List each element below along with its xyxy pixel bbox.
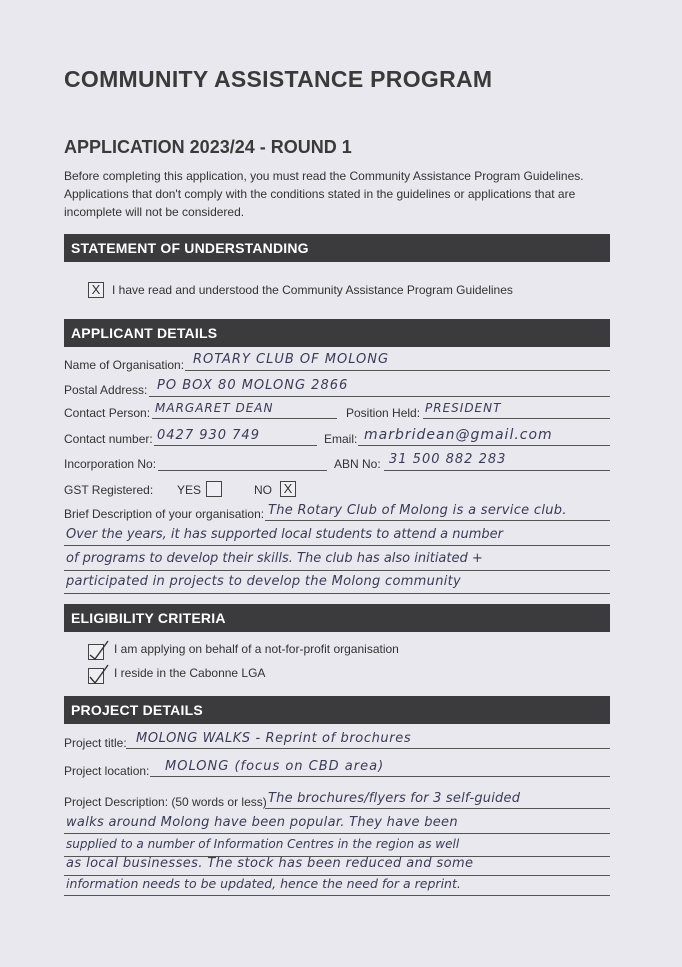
project-description-line-5 [64, 895, 610, 896]
contact-person-field-line [152, 418, 337, 419]
email-field-line [358, 445, 610, 446]
project-description-text-4[interactable]: as local businesses. The stock has been reduced and some [66, 856, 474, 871]
check-icon [89, 663, 109, 685]
postal-address-label: Postal Address: [64, 383, 148, 397]
eligibility-heading: ELIGIBILITY CRITERIA [64, 604, 610, 632]
gst-no-checkbox[interactable]: X [280, 481, 296, 497]
org-name-label: Name of Organisation: [64, 358, 185, 372]
gst-yes-checkbox[interactable] [206, 481, 222, 497]
org-description-line-2 [64, 545, 610, 546]
org-description-text-4[interactable]: participated in projects to develop the Molong community [66, 574, 462, 589]
org-description-text-1[interactable]: The Rotary Club of Molong is a service club. [268, 503, 567, 518]
contact-person-label: Contact Person: [64, 406, 151, 420]
project-location-label: Project location: [64, 764, 150, 778]
abn-value[interactable]: 31 500 882 283 [389, 452, 507, 467]
project-location-value[interactable]: MOLONG (focus on CBD area) [165, 759, 385, 774]
not-for-profit-label: I am applying on behalf of a not-for-profit organisation [114, 642, 399, 656]
org-description-line-1 [265, 520, 610, 521]
project-title-label: Project title: [64, 736, 127, 750]
check-icon [89, 639, 109, 661]
org-name-field-line [185, 370, 610, 371]
gst-yes-label: YES [177, 483, 202, 497]
org-description-text-2[interactable]: Over the years, it has supported local students to attend a number [66, 527, 503, 542]
statement-heading: STATEMENT OF UNDERSTANDING [64, 234, 610, 262]
gst-label: GST Registered: [64, 483, 154, 497]
project-heading: PROJECT DETAILS [64, 696, 610, 724]
project-description-text-1[interactable]: The brochures/flyers for 3 self-guided [268, 791, 521, 806]
org-name-value[interactable]: ROTARY CLUB OF MOLONG [193, 352, 390, 367]
contact-person-value[interactable]: MARGARET DEAN [155, 401, 274, 415]
abn-label: ABN No: [334, 457, 381, 471]
gst-no-label: NO [254, 483, 272, 497]
contact-number-value[interactable]: 0427 930 749 [157, 428, 260, 443]
org-description-line-4 [64, 593, 610, 594]
org-description-label: Brief Description of your organisation: [64, 507, 265, 521]
cabonne-resident-label: I reside in the Cabonne LGA [114, 666, 266, 680]
project-description-text-5[interactable]: information needs to be updated, hence the need for a reprint. [66, 876, 461, 891]
application-subtitle: APPLICATION 2023/24 - ROUND 1 [64, 137, 352, 157]
position-held-value[interactable]: PRESIDENT [425, 401, 502, 415]
abn-field-line [384, 470, 610, 471]
incorporation-label: Incorporation No: [64, 457, 157, 471]
project-description-label: Project Description: (50 words or less) [64, 795, 267, 809]
intro-paragraph: Before completing this application, you must read the Community Assistance Program Guidelines. Applications that don't comply with the conditions stated in the guidelines or applications that are incomplete will not be considered. [64, 169, 584, 219]
project-description-line-1 [265, 808, 610, 809]
position-held-label: Position Held: [346, 406, 421, 420]
incorporation-field-line [158, 470, 327, 471]
project-description-text-3[interactable]: supplied to a number of Information Centres in the region as well [66, 837, 460, 851]
guidelines-checkbox-label: I have read and understood the Community Assistance Program Guidelines [112, 283, 513, 297]
applicant-heading: APPLICANT DETAILS [64, 319, 610, 347]
email-value[interactable]: marbridean@gmail.com [364, 427, 553, 443]
page-title: COMMUNITY ASSISTANCE PROGRAM [64, 66, 493, 92]
not-for-profit-checkbox[interactable] [88, 644, 104, 660]
org-description-text-3[interactable]: of programs to develop their skills. The club has also initiated + [66, 551, 483, 566]
org-description-line-3 [64, 570, 610, 571]
postal-address-value[interactable]: PO BOX 80 MOLONG 2866 [157, 378, 349, 393]
guidelines-checkbox[interactable]: X [88, 282, 104, 298]
project-title-value[interactable]: MOLONG WALKS - Reprint of brochures [136, 731, 412, 746]
project-description-text-2[interactable]: walks around Molong have been popular. They have been [66, 815, 458, 830]
contact-number-field-line [154, 445, 317, 446]
position-held-field-line [423, 418, 610, 419]
contact-number-label: Contact number: [64, 432, 153, 446]
cabonne-resident-checkbox[interactable] [88, 668, 104, 684]
email-label: Email: [324, 432, 358, 446]
project-description-line-2 [64, 833, 610, 834]
project-title-field-line [126, 748, 610, 749]
postal-address-field-line [149, 396, 610, 397]
project-location-field-line [150, 776, 610, 777]
